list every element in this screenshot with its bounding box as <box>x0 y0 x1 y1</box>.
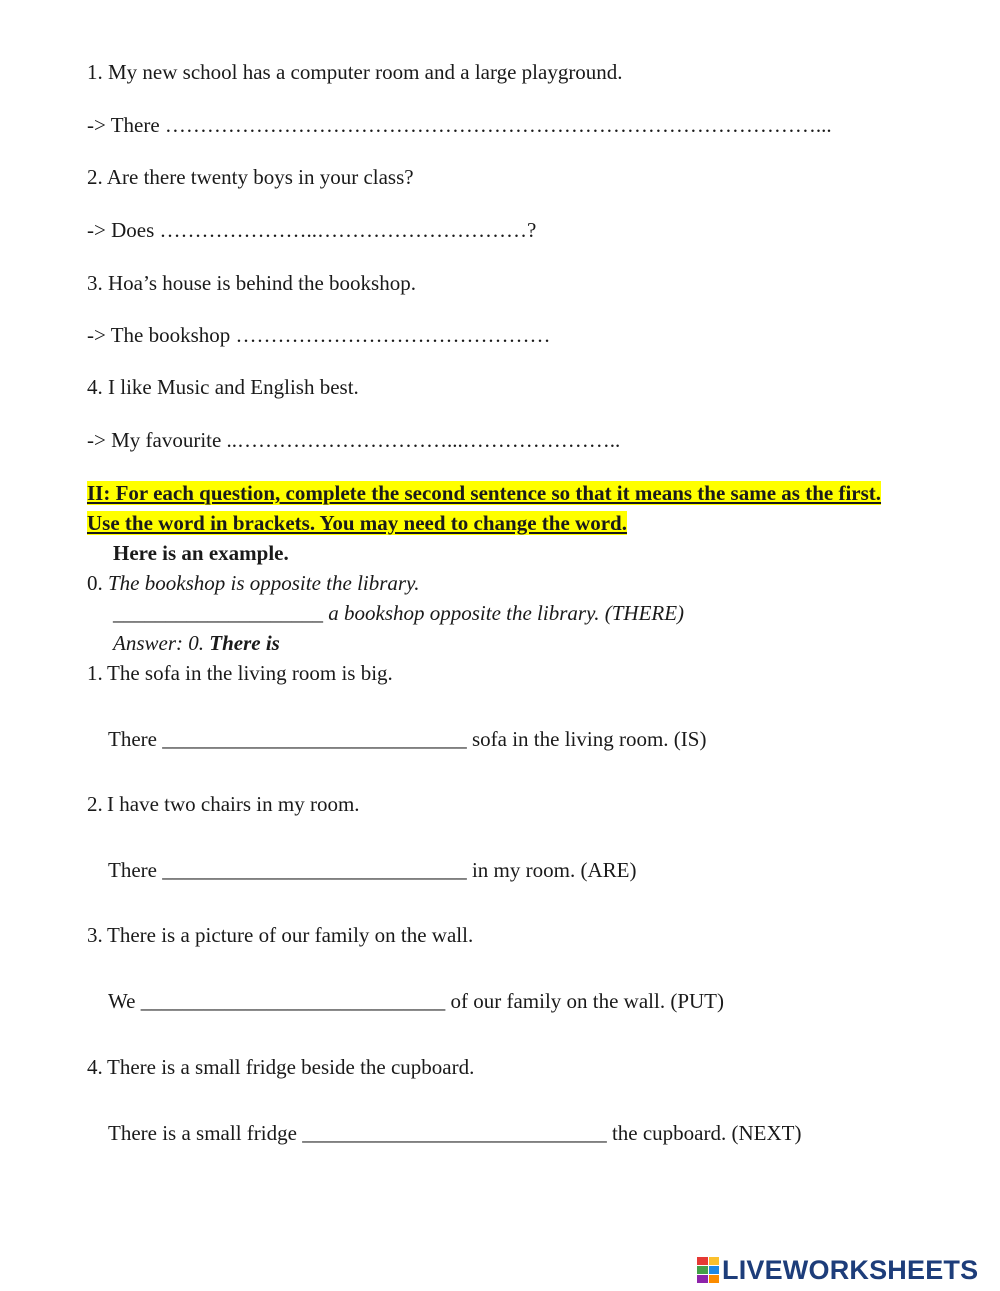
s1-item-3-sentence: 3. Hoa’s house is behind the bookshop. <box>87 271 416 295</box>
example-sentence-line <box>87 570 420 596</box>
s1-item-3-rewrite: -> The bookshop ……………………………………… <box>87 323 551 347</box>
q2-sentence-line <box>87 791 360 817</box>
s1-item-4-rewrite: -> My favourite ..…………………………...………………….. <box>87 428 621 452</box>
answer-value: There is <box>209 631 280 655</box>
q1-num: 1. <box>87 661 103 685</box>
q3-prefix: We <box>108 989 136 1013</box>
example-num: 0. <box>87 571 103 595</box>
s1-item-1-sentence: 1. My new school has a computer room and a large playground. <box>87 60 623 84</box>
section2-heading-line2-text: Use the word in brackets. You may need to change the word. <box>87 511 627 535</box>
q4-sentence: There is a small fridge beside the cupboard. <box>107 1055 475 1079</box>
q2-sentence: I have two chairs in my room. <box>107 792 360 816</box>
q2-rewrite-line <box>108 857 636 883</box>
q4-prefix: There is a small fridge <box>108 1121 297 1145</box>
q1-sentence-line <box>87 660 393 686</box>
liveworksheets-logo-text: LIVEWORKSHEETS <box>722 1254 979 1285</box>
q3-answer-blank[interactable]: _____________________________ <box>140 989 446 1013</box>
logo-block-6 <box>709 1275 720 1283</box>
example-answer <box>113 630 280 656</box>
q1-suffix: sofa in the living room. (IS) <box>471 727 707 751</box>
q1-sentence: The sofa in the living room is big. <box>107 661 393 685</box>
q1-answer-blank[interactable]: _____________________________ <box>162 727 467 751</box>
q4-suffix: the cupboard. (NEXT) <box>611 1121 802 1145</box>
logo-block-4 <box>709 1266 720 1274</box>
q3-sentence-line <box>87 922 473 948</box>
logo-block-5 <box>697 1275 708 1283</box>
q4-num: 4. <box>87 1055 103 1079</box>
q3-num: 3. <box>87 923 103 947</box>
s1-item-4-sentence: 4. I like Music and English best. <box>87 375 359 399</box>
q3-suffix: of our family on the wall. (PUT) <box>450 989 724 1013</box>
q2-answer-blank[interactable]: _____________________________ <box>162 858 467 882</box>
s1-item-2-sentence: 2. Are there twenty boys in your class? <box>87 165 414 189</box>
answer-prefix: Answer: 0. <box>113 631 204 655</box>
logo-block-2 <box>709 1257 720 1265</box>
q2-prefix: There <box>108 858 157 882</box>
q4-rewrite-line <box>108 1120 801 1146</box>
logo-block-1 <box>697 1257 708 1265</box>
logo-block-3 <box>697 1266 708 1274</box>
q3-rewrite-line <box>108 988 724 1014</box>
q4-sentence-line <box>87 1054 474 1080</box>
q4-answer-blank[interactable]: _____________________________ <box>302 1121 607 1145</box>
s1-item-2-rewrite: -> Does …………………..…………………………? <box>87 218 537 242</box>
example-rewrite: ____________________ a bookshop opposite the library. (THERE) <box>113 601 685 625</box>
q2-num: 2. <box>87 792 103 816</box>
section2-heading-line2 <box>87 510 627 536</box>
q2-suffix: in my room. (ARE) <box>471 858 637 882</box>
q1-rewrite-line <box>108 726 706 752</box>
example-sentence: The bookshop is opposite the library. <box>108 571 420 595</box>
s1-item-1-rewrite: -> There …………………………………………………………………………………... <box>87 113 832 137</box>
section2-heading-line1-text: II: For each question, complete the second sentence so that it means the same as the first. <box>87 481 882 505</box>
q1-prefix: There <box>108 727 157 751</box>
liveworksheets-logo[interactable] <box>697 1255 978 1285</box>
liveworksheets-logo-icon <box>697 1257 719 1283</box>
section2-heading-line1 <box>87 480 881 506</box>
example-label: Here is an example. <box>113 541 289 565</box>
q3-sentence: There is a picture of our family on the wall. <box>107 923 474 947</box>
